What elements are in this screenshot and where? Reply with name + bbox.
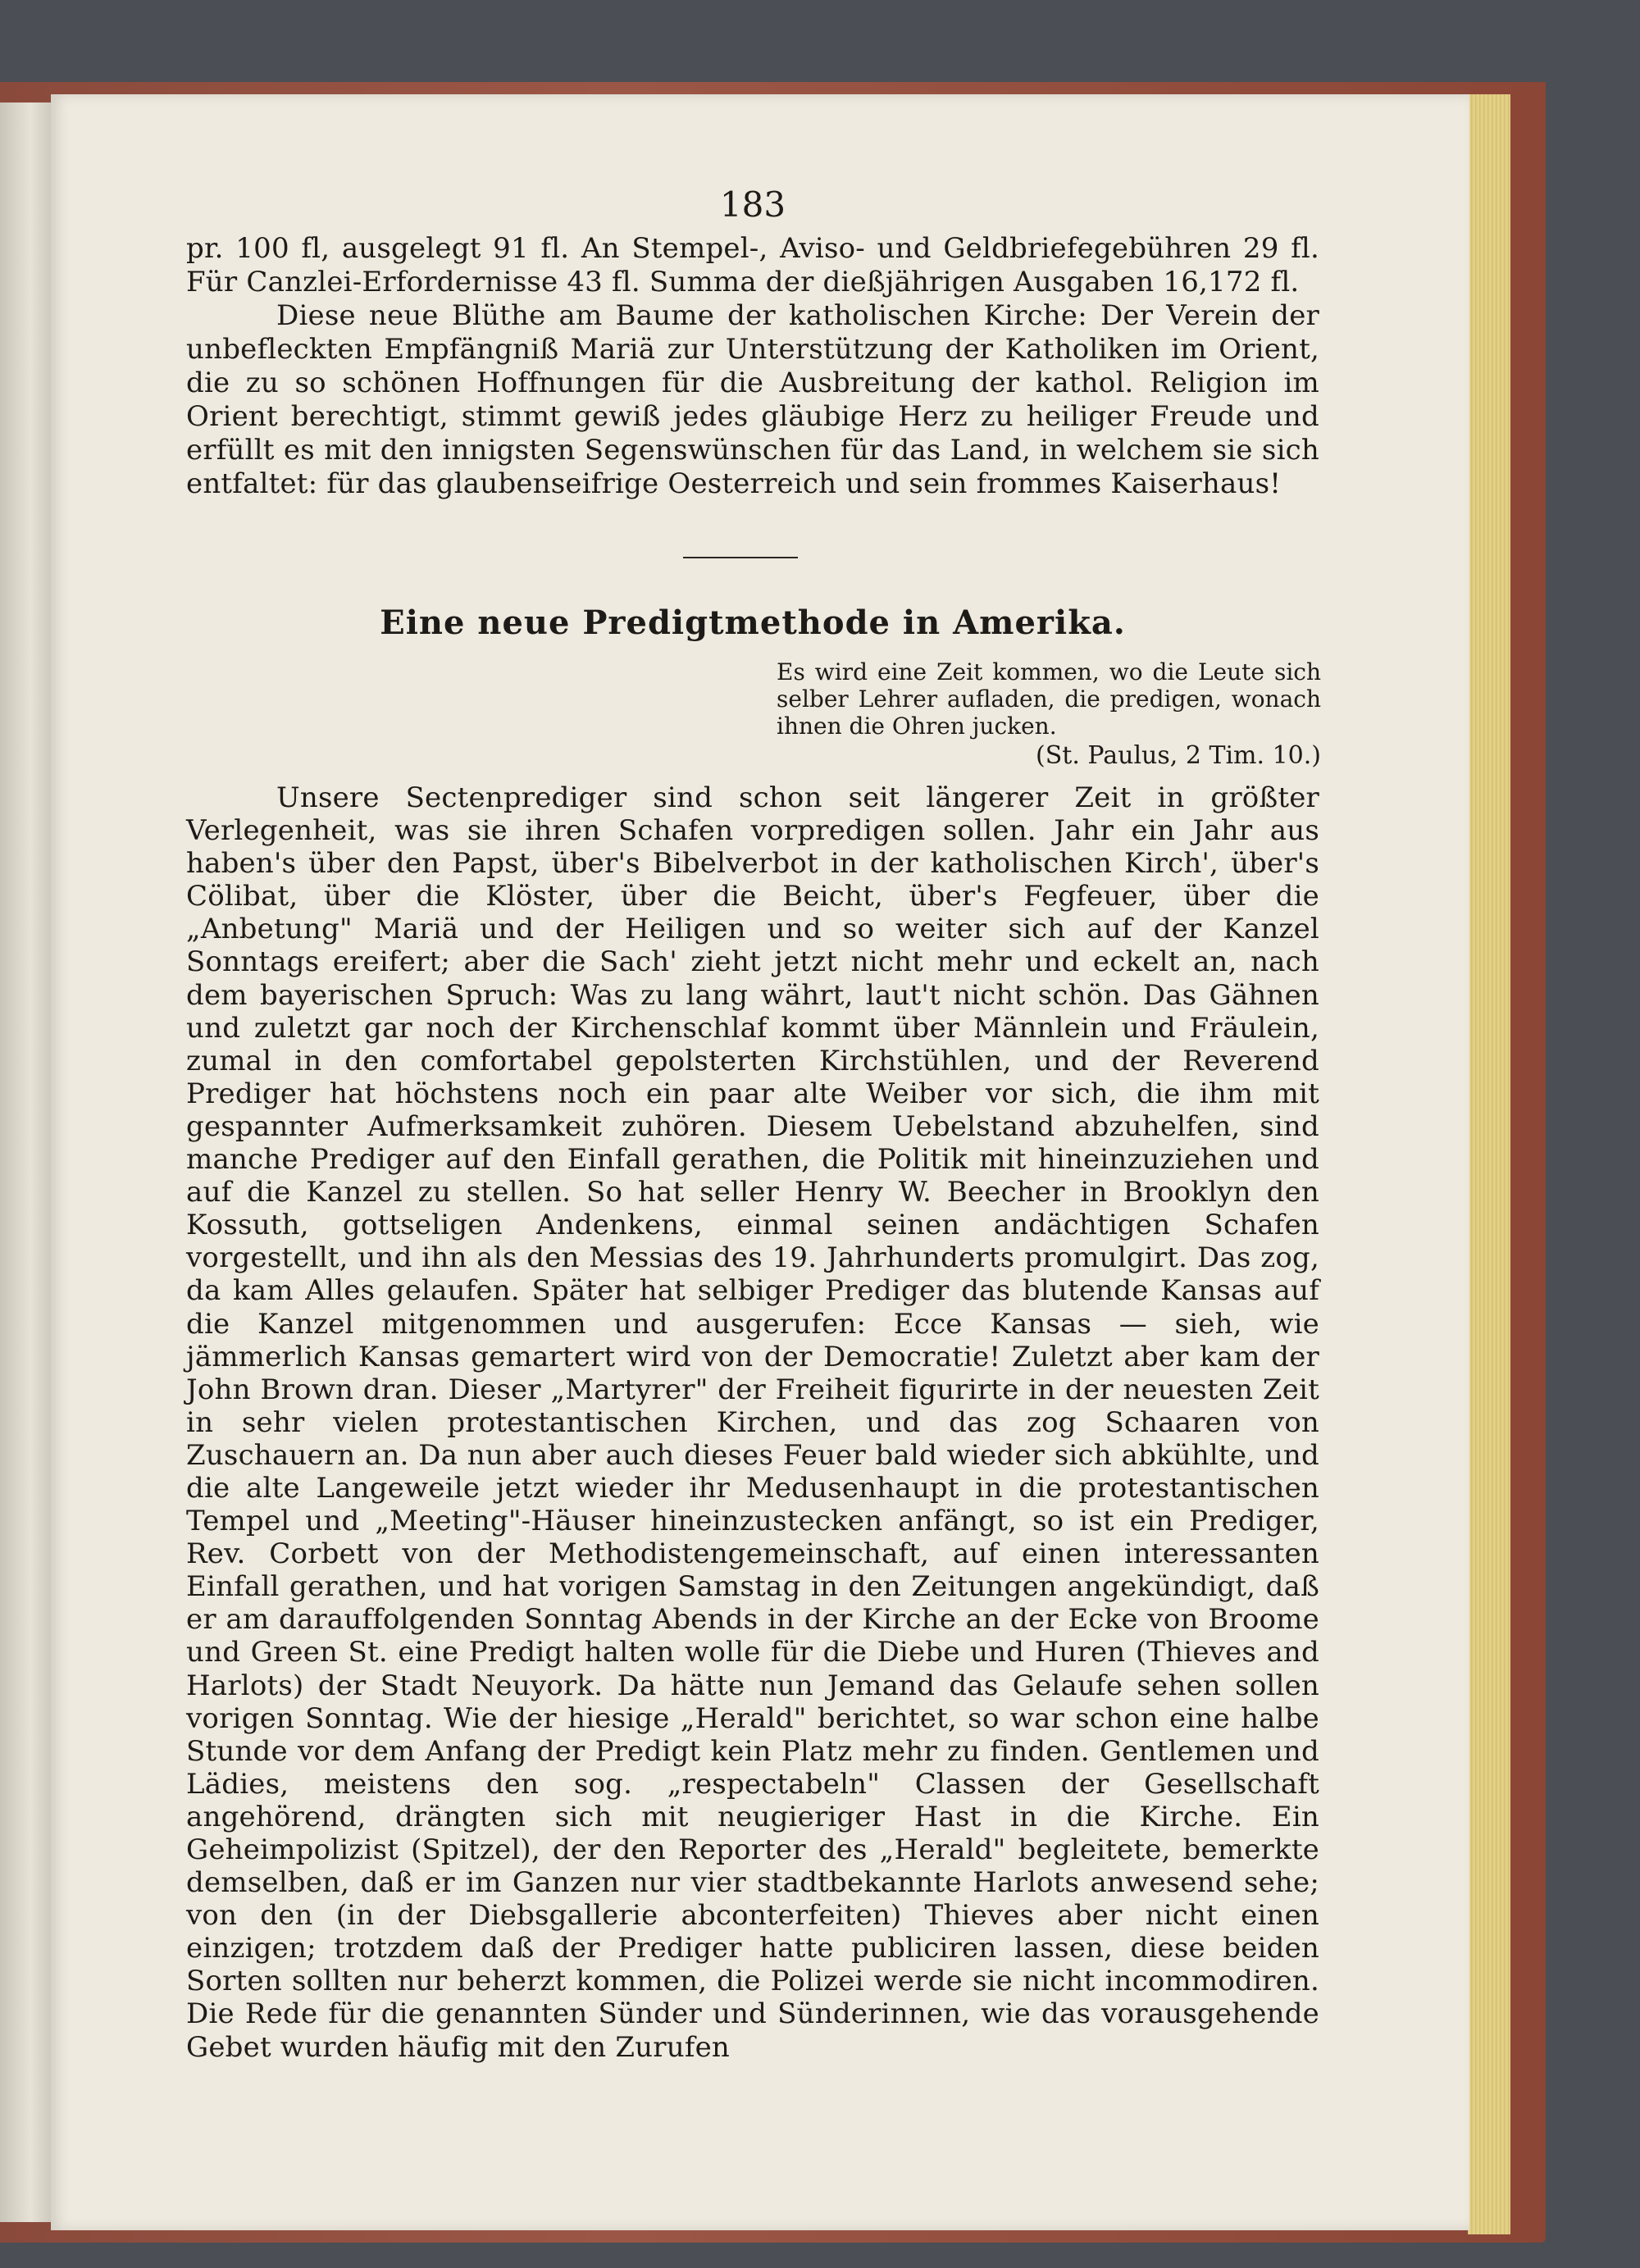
article-body: Unsere Sectenprediger sind schon seit längerer Zeit in größter Verlegenheit, was sie ihren Schafen vorpredigen sollen. Jahr ein Jahr aus haben's über den Papst, über's Bibelverbot in der katholischen Kirch', über's Cölibat, über die Klöster, über die Beicht, über's Fegfeuer, über die „Anbetung" Mariä und der Heiligen und so weiter sich auf der Kanzel Sonntags ereifert; aber die Sach' zieht jetzt nicht mehr und eckelt an, nach dem bayerischen Spruch: Was zu lang währt, laut't nicht schön. Das Gähnen und zuletzt gar noch der Kirchenschlaf kommt über Männlein und Fräulein, zumal in den comfortabel gepolsterten Kirchstühlen, und der Reverend Prediger hat höchstens noch ein paar alte Weiber vor sich, die ihm mit gespannter Aufmerksamkeit zuhören. Diesem Uebelstand abzuhelfen, sind manche Prediger auf den Einfall gerathen, die Politik mit hineinzuziehen und auf die Kanzel zu stellen. So hat seller Henry W. Beecher in Brooklyn den Kossuth, gottseligen Andenkens, einmal seinen andächtigen Schafen vorgestellt, und ihn als den Messias des 19. Jahrhunderts promulgirt. Das zog, da kam Alles gelaufen. Später hat selbiger Prediger das blutende Kansas auf die Kanzel mitgenommen und ausgerufen: Ecce Kansas — sieh, wie jämmerlich Kansas gemartert wird von der Democratie! Zuletzt aber kam der John Brown dran. Dieser „Martyrer" der Freiheit figurirte in der neuesten Zeit in sehr vielen protestantischen Kirchen, und das zog Schaaren von Zuschauern an. Da nun aber auch dieses Feuer bald wieder sich abkühlte, und die alte Langeweile jetzt wieder ihr Medusenhaupt in die protestantischen Tempel und „Meeting"-Häuser hineinzustecken anfängt, so ist ein Prediger, Rev. Corbett von der Methodistengemeinschaft, auf einen interessanten Einfall gerathen, und hat vorigen Samstag in den Zeitungen angekündigt, daß er am darauffolgenden Sonntag Abends in der Kirche an der Ecke von Broome und Green St. eine Predigt halten wolle für die Diebe und Huren (Thieves and Harlots) der Stadt Neuyork. Da hätte nun Jemand das Gelaufe sehen sollen vorigen Sonntag. Wie der hiesige „Herald" berichtet, so war schon eine halbe Stunde vor dem Anfang der Predigt kein Platz mehr zu finden. Gentlemen und Lädies, meistens den sog. „respectabeln" Classen der Gesellschaft angehörend, drängten sich mit neugieriger Hast in die Kirche. Ein Geheimpolizist (Spitzel), der den Reporter des „Herald" begleitete, bemerkte demselben, daß er im Ganzen nur vier stadtbekannte Harlots anwesend sehe; von den (in der Diebsgallerie abconterfeiten) Thieves aber nicht einen einzigen; trotzdem daß der Prediger hatte publiciren lassen, diese beiden Sorten sollten nur beherzt kommen, die Polizei werde sie nicht incommodiren. Die Rede für die genannten Sünder und Sünderinnen, wie das vorausgehende Gebet wurden häufig mit den Zurufen (186, 781, 1319, 2064)
page-number: 183 (719, 184, 786, 225)
gilt-page-edges (1468, 94, 1510, 2234)
epigraph-citation: (St. Paulus, 2 Tim. 10.) (1036, 741, 1321, 770)
facing-page-edge (0, 102, 52, 2222)
paragraph-accounts: pr. 100 fl, ausgelegt 91 fl. An Stempel-, Aviso- und Geldbriefegebühren 29 fl. Für Canzlei-Erfordernisse 43 fl. Summa der dießjährigen Ausgaben 16,172 fl. (186, 232, 1319, 298)
paragraph-verein: Diese neue Blüthe am Baume der katholischen Kirche: Der Verein der unbefleckten Empfängniß Mariä zur Unterstützung der Katholiken im Orient, die zu so schönen Hoffnungen für die Ausbreitung der kathol. Religion im Orient berechtigt, stimmt gewiß jedes gläubige Herz zu heiliger Freude und erfüllt es mit den innigsten Segenswünschen für das Land, in welchem sie sich entfaltet: für das glaubenseifrige Oesterreich und sein frommes Kaiserhaus! (186, 299, 1319, 500)
epigraph-quote: Es wird eine Zeit kommen, wo die Leute sich selber Lehrer aufladen, die predigen, wonach ihnen die Ohren jucken. (777, 658, 1321, 740)
section-divider (683, 557, 798, 558)
book-page (51, 94, 1469, 2230)
article-heading: Eine neue Predigtmethode in Amerika. (380, 603, 1126, 642)
